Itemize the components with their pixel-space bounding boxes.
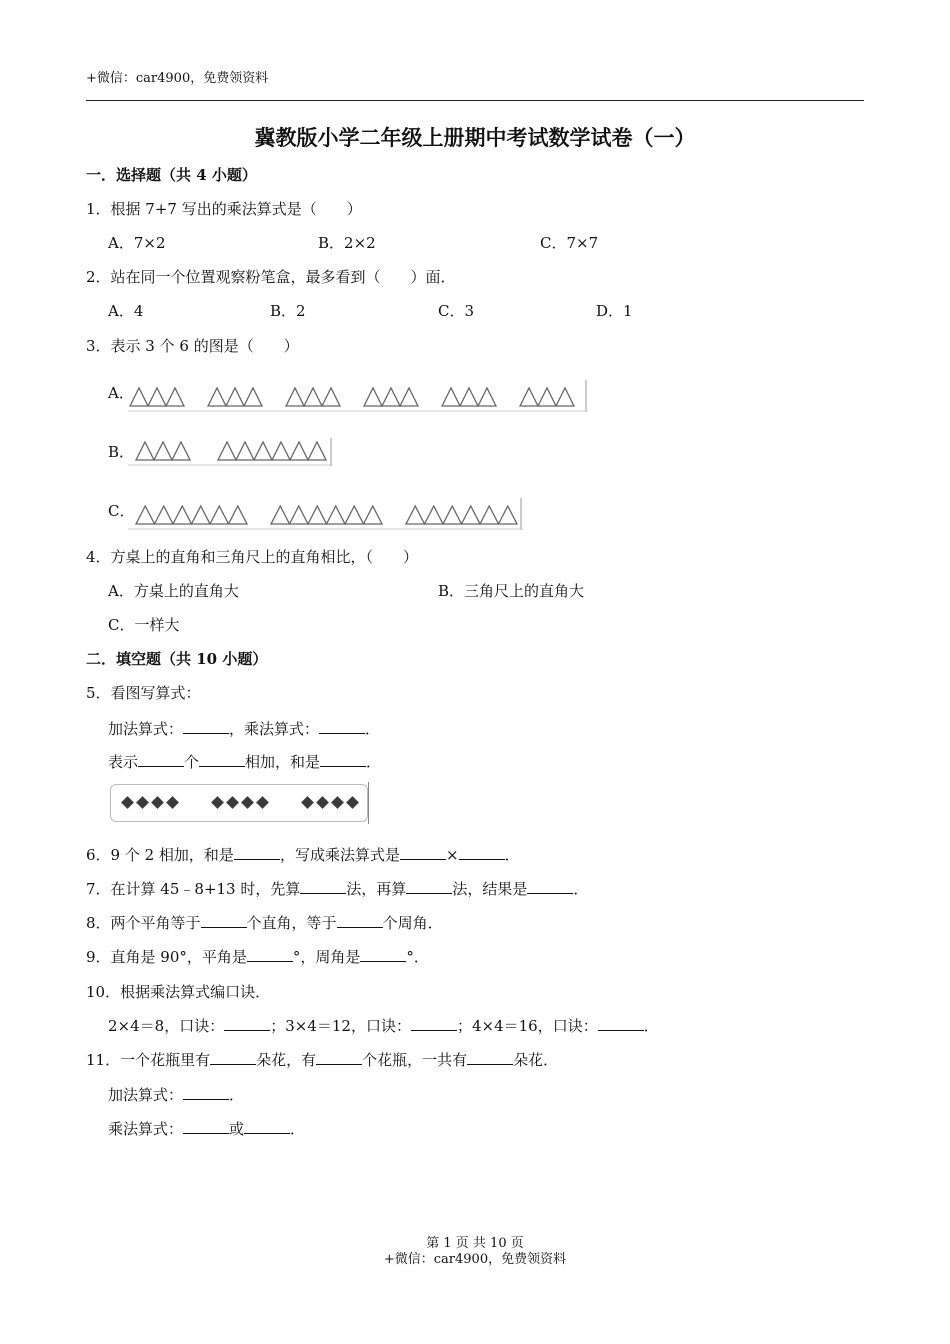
triangle: [304, 388, 322, 406]
q11-add-line: [108, 1084, 244, 1105]
triangle: [425, 506, 444, 524]
triangle: [244, 388, 262, 406]
triangle: [136, 506, 155, 524]
diamond: [346, 796, 359, 809]
q5-add-blank[interactable]: [183, 719, 229, 734]
q4-option-b: B．三角尺上的直角大: [438, 582, 585, 600]
q3-figure-a: [128, 380, 588, 412]
q10-stem: 10．根据乘法算式编口诀．: [86, 983, 271, 1001]
triangle: [460, 388, 478, 406]
triangle: [130, 388, 148, 406]
q5-count-blank[interactable]: [138, 752, 184, 767]
q3-option-b-label: B．: [108, 443, 135, 461]
diamond: [136, 796, 149, 809]
q11-mul2-blank[interactable]: [244, 1119, 290, 1134]
q3-stem: 3．表示 3 个 6 的图是（ ）: [86, 337, 299, 355]
triangle: [480, 506, 499, 524]
triangle: [254, 442, 272, 460]
q4-option-a: A．方桌上的直角大: [108, 582, 239, 600]
triangle: [308, 442, 326, 460]
q8-text-3: 个周角．: [382, 914, 443, 932]
triangle: [136, 442, 154, 460]
page-number: 第 1 页 共 10 页: [426, 1236, 524, 1251]
triangle: [322, 388, 340, 406]
q8-right-angle-blank[interactable]: [201, 913, 247, 928]
q11-add-blank[interactable]: [183, 1085, 229, 1100]
q7-second-op-blank[interactable]: [406, 879, 452, 894]
q7-result-blank[interactable]: [527, 879, 573, 894]
q5-ge-label: 个: [184, 753, 200, 771]
q11-text-2: 朵花，有: [256, 1051, 317, 1069]
triangle-groups-svg: [128, 438, 333, 466]
triangle: [442, 388, 460, 406]
triangle: [286, 388, 304, 406]
q2-option-c: C．3: [438, 302, 475, 320]
q8-full-angle-blank[interactable]: [337, 913, 383, 928]
q9-line: [86, 946, 429, 967]
triangle: [172, 442, 190, 460]
q5-line2: [108, 751, 381, 772]
q11-add-dot: ．: [229, 1086, 245, 1104]
q9-text-3: °．: [406, 948, 429, 966]
q10-rhyme1-blank[interactable]: [224, 1016, 270, 1031]
triangle: [406, 506, 425, 524]
triangle: [400, 388, 418, 406]
triangle: [218, 442, 236, 460]
q3-figure-c: [128, 498, 523, 530]
q5-add-label: 加法算式：: [108, 720, 184, 738]
triangle: [327, 506, 346, 524]
q5-line2-dot: ．: [366, 753, 382, 771]
q6-factor2-blank[interactable]: [459, 845, 505, 860]
triangle: [192, 506, 211, 524]
triangle: [148, 388, 166, 406]
triangle: [226, 388, 244, 406]
q3-option-c-label: C．: [108, 502, 135, 520]
triangle: [382, 388, 400, 406]
q11-or: 或: [229, 1120, 245, 1138]
diamond: [301, 796, 314, 809]
q5-diamond-figure: [110, 784, 368, 822]
triangle: [499, 506, 518, 524]
q6-dot: ．: [504, 846, 520, 864]
q4-stem: 4．方桌上的直角和三角尺上的直角相比，（ ）: [86, 548, 419, 566]
q10-text-1: 2×4＝8，口诀：: [108, 1017, 225, 1035]
q11-total-blank[interactable]: [467, 1050, 513, 1065]
triangle: [538, 388, 556, 406]
q5-addend-blank[interactable]: [199, 752, 245, 767]
q10-line: [108, 1015, 659, 1036]
q11-flowers-blank[interactable]: [210, 1050, 256, 1065]
q3-option-a-label: A．: [108, 384, 134, 402]
triangle: [154, 442, 172, 460]
triangle: [478, 388, 496, 406]
q9-full-blank[interactable]: [360, 947, 406, 962]
section-fill-heading: 二．填空题（共 10 小题）: [86, 650, 268, 668]
triangle-groups-svg: [128, 380, 588, 412]
q6-times: ×: [445, 846, 459, 864]
q5-line1: [108, 718, 380, 739]
q3-figure-b: [128, 438, 333, 466]
q8-text-1: 8．两个平角等于: [86, 914, 201, 932]
q8-text-2: 个直角，等于: [246, 914, 337, 932]
q6-factor1-blank[interactable]: [400, 845, 446, 860]
triangle: [155, 506, 174, 524]
q11-add-label: 加法算式：: [108, 1086, 184, 1104]
triangle: [290, 506, 309, 524]
triangle: [166, 388, 184, 406]
triangle: [210, 506, 229, 524]
q11-text-4: 朵花．: [513, 1051, 559, 1069]
q7-text-2: 法，再算: [346, 880, 407, 898]
q10-text-3: ；4×4＝16，口诀：: [456, 1017, 598, 1035]
q6-line: [86, 844, 520, 865]
q10-text-2: ；3×4＝12，口诀：: [270, 1017, 411, 1035]
triangle: [271, 506, 290, 524]
q1-option-a: A．7×2: [108, 234, 166, 252]
q1-option-c: C．7×7: [540, 234, 599, 252]
diamond: [241, 796, 254, 809]
section-choice-heading: 一．选择题（共 4 小题）: [86, 166, 257, 184]
q9-straight-blank[interactable]: [247, 947, 293, 962]
triangle: [208, 388, 226, 406]
q10-dot: ．: [643, 1017, 659, 1035]
q11-mul-line: [108, 1118, 305, 1139]
header-rule: [86, 100, 864, 101]
triangle: [308, 506, 327, 524]
q6-text-1: 6．9 个 2 相加，和是: [86, 846, 234, 864]
q9-text-1: 9．直角是 90°，平角是: [86, 948, 247, 966]
q6-text-2: ，写成乘法算式是: [279, 846, 400, 864]
triangle: [229, 506, 248, 524]
triangle: [173, 506, 192, 524]
triangle: [364, 506, 383, 524]
q11-vases-blank[interactable]: [316, 1050, 362, 1065]
q4-option-c: C．一样大: [108, 616, 180, 634]
q2-option-d: D．1: [596, 302, 633, 320]
q11-text-3: 个花瓶，一共有: [362, 1051, 468, 1069]
q11-mul-dot: ．: [290, 1120, 306, 1138]
triangle: [556, 388, 574, 406]
page-title: 冀教版小学二年级上册期中考试数学试卷（一）: [254, 125, 696, 150]
q5-sum-label: 相加，和是: [245, 753, 321, 771]
triangle: [345, 506, 364, 524]
triangle: [236, 442, 254, 460]
q5-mul-label: ，乘法算式：: [229, 720, 320, 738]
diamond: [166, 796, 179, 809]
diamond: [226, 796, 239, 809]
q2-option-b: B．2: [270, 302, 306, 320]
q7-dot: ．: [573, 880, 589, 898]
q2-option-a: A．4: [108, 302, 144, 320]
q10-rhyme3-blank[interactable]: [598, 1016, 644, 1031]
triangle: [272, 442, 290, 460]
diamond: [256, 796, 269, 809]
diamond: [121, 796, 134, 809]
triangle: [462, 506, 481, 524]
q9-text-2: °，周角是: [292, 948, 361, 966]
header-note: +微信：car4900，免费领资料: [86, 71, 269, 86]
diamond: [151, 796, 164, 809]
q7-first-op-blank[interactable]: [300, 879, 346, 894]
q7-line: [86, 878, 588, 899]
q7-text-3: 法，结果是: [452, 880, 528, 898]
q11-line: [86, 1049, 558, 1070]
q8-line: [86, 912, 443, 933]
q10-rhyme2-blank[interactable]: [411, 1016, 457, 1031]
q5-sum-blank[interactable]: [320, 752, 366, 767]
q1-option-b: B．2×2: [318, 234, 376, 252]
q11-text-1: 11．一个花瓶里有: [86, 1051, 211, 1069]
q5-mul-blank[interactable]: [319, 719, 365, 734]
triangle-groups-svg: [128, 498, 523, 530]
q5-stem: 5．看图写算式：: [86, 684, 201, 702]
q5-figure-edge: [368, 782, 369, 824]
diamond: [211, 796, 224, 809]
q5-represent-label: 表示: [108, 753, 139, 771]
diamond: [331, 796, 344, 809]
q1-stem: 1．根据 7+7 写出的乘法算式是（ ）: [86, 200, 362, 218]
triangle: [364, 388, 382, 406]
triangle: [290, 442, 308, 460]
q11-mul-label: 乘法算式：: [108, 1120, 184, 1138]
footer-note: +微信：car4900，免费领资料: [383, 1252, 567, 1267]
diamond: [316, 796, 329, 809]
q5-line1-dot: ．: [365, 720, 381, 738]
q7-text-1: 7．在计算 45﹣8+13 时，先算: [86, 880, 301, 898]
triangle: [443, 506, 462, 524]
q2-stem: 2．站在同一个位置观察粉笔盒，最多看到（ ）面．: [86, 268, 456, 286]
triangle: [520, 388, 538, 406]
q6-sum-blank[interactable]: [234, 845, 280, 860]
q11-mul1-blank[interactable]: [183, 1119, 229, 1134]
